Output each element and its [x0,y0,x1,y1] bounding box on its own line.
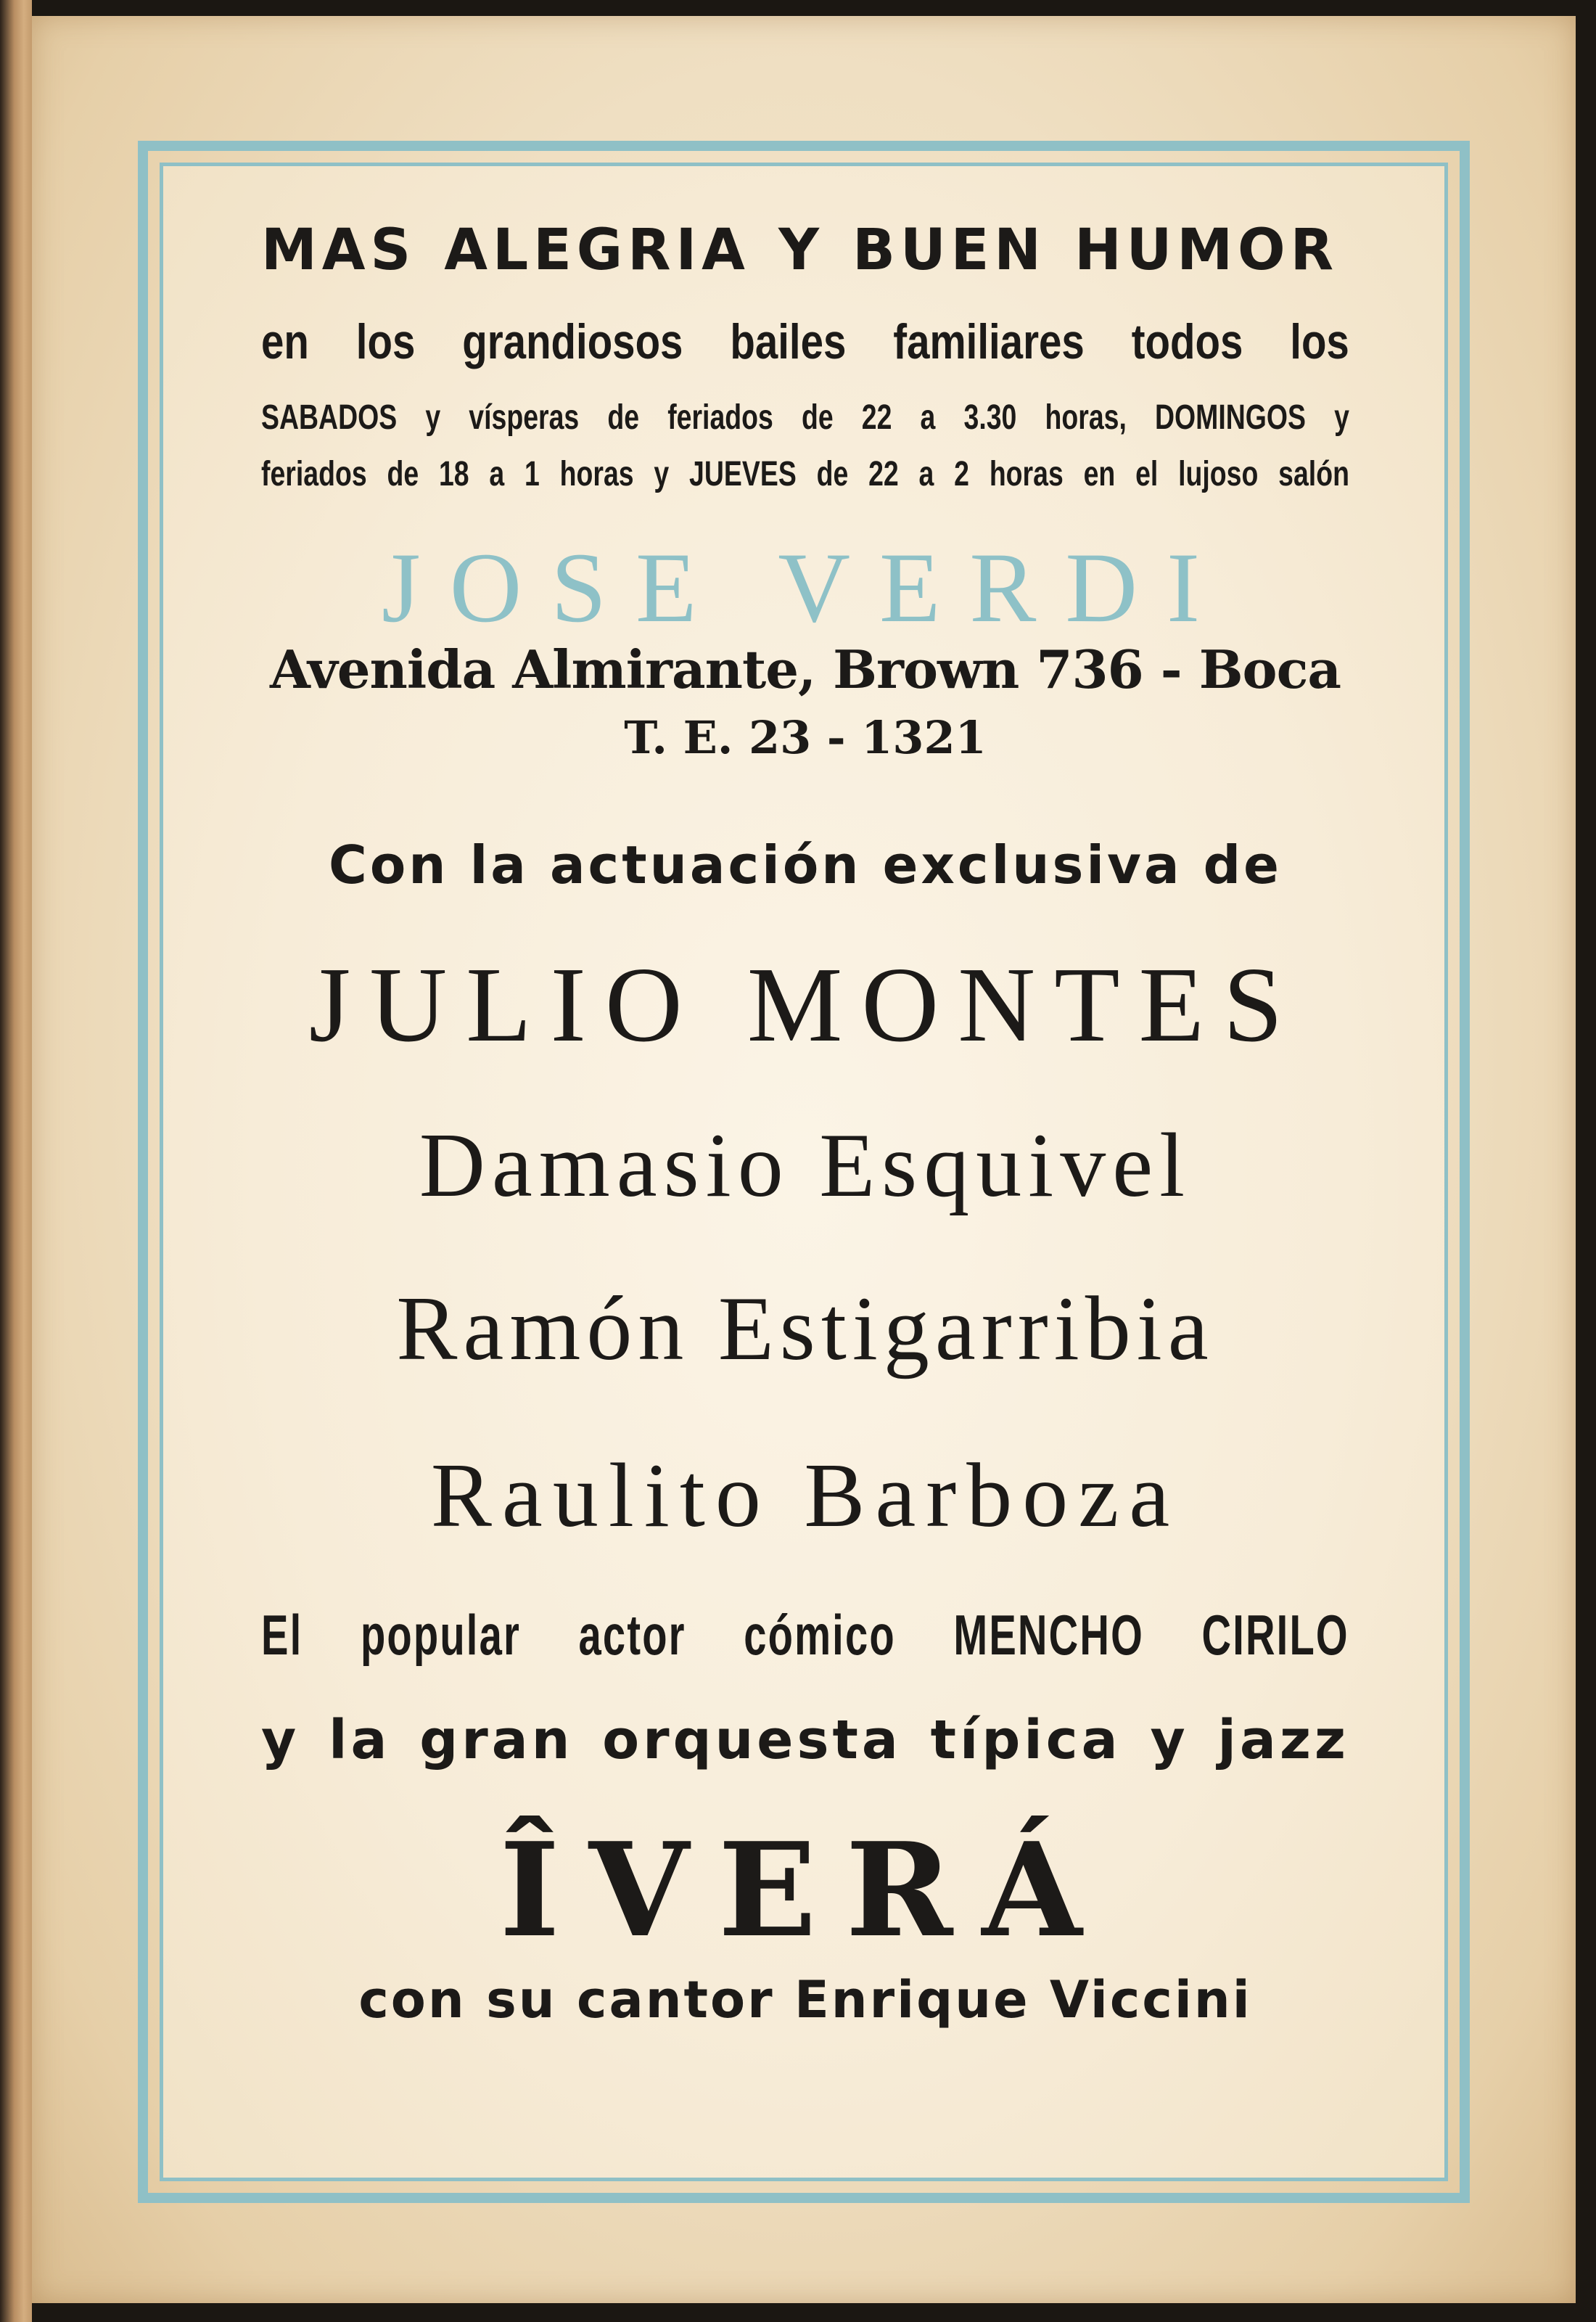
artist-name: Raulito Barboza [430,1445,1180,1546]
headline: MAS ALEGRIA Y BUEN HUMOR [261,218,1338,283]
venue-name: JOSE VERDI [381,532,1230,643]
lineup-intro: Con la actuación exclusiva de [328,834,1283,895]
artist-headliner: JULIO MONTES [308,945,1302,1064]
orchestra-name: ÎVERÁ [499,1814,1111,1966]
orchestra-intro: y la gran orquesta típica y jazz [261,1709,1349,1771]
schedule-line-2: feriados de 18 a 1 horas y JUEVES de 22 a 2 horas en el lujoso salón [261,455,1349,493]
venue-address: Avenida Almirante, Brown 736 - Boca [269,639,1341,700]
adjacent-page-edge [0,0,32,2322]
venue-phone: T. E. 23 - 1321 [624,711,987,764]
artist-name: Damasio Esquivel [419,1115,1192,1216]
schedule-line-1: SABADOS y vísperas de feriados de 22 a 3.30 horas, DOMINGOS y [261,398,1349,437]
artist-name: Ramón Estigarribia [396,1279,1214,1379]
comic-actor-line: El popular actor cómico MENCHO CIRILO [261,1603,1349,1667]
singer-line: con su cantor Enrique Viccini [358,1970,1252,2030]
intro-line: en los grandiosos bailes familiares todos los [261,314,1349,369]
